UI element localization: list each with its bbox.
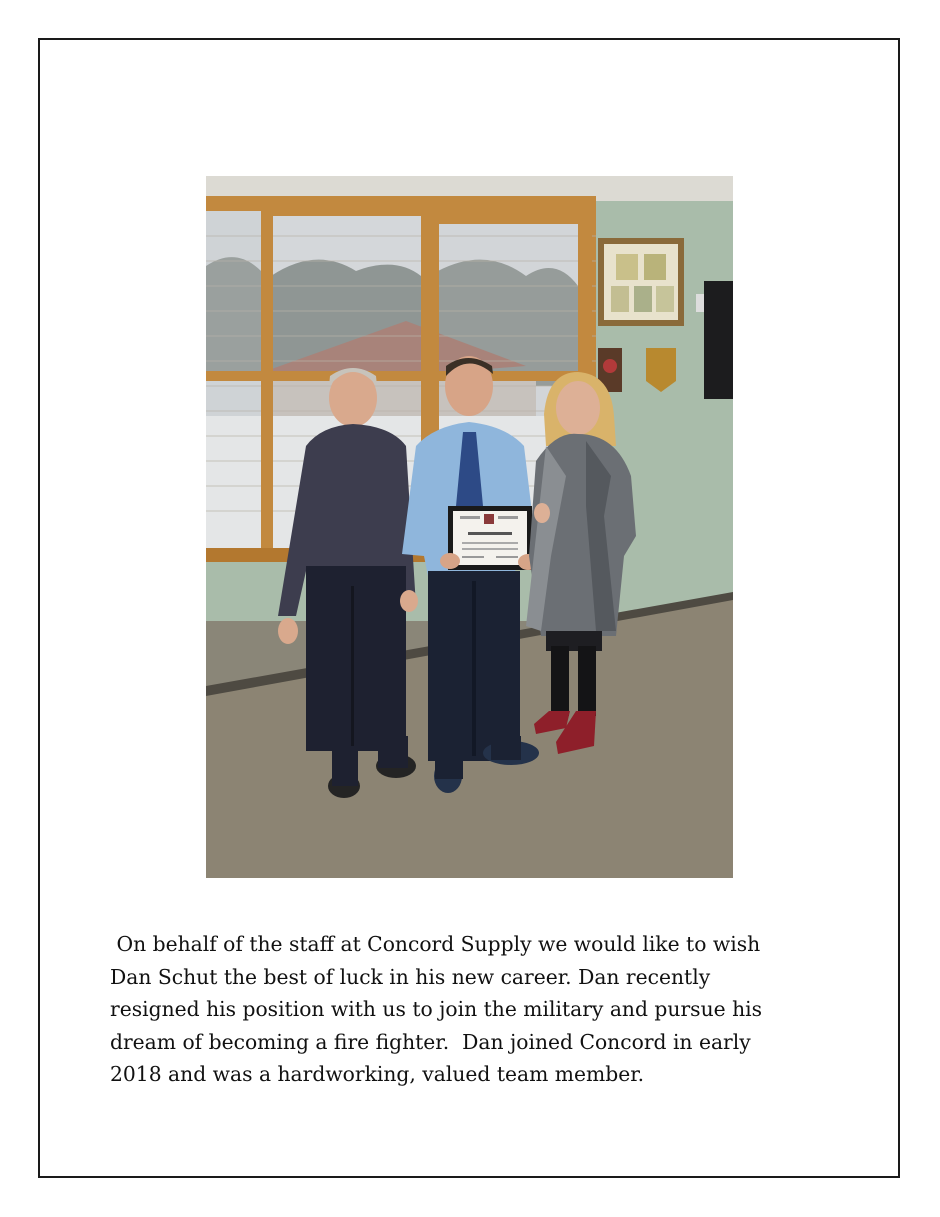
caption-line: dream of becoming a fire fighter. Dan joined Concord in early bbox=[110, 1029, 751, 1054]
caption-line: 2018 and was a hardworking, valued team member. bbox=[110, 1062, 645, 1086]
caption bbox=[110, 928, 830, 1091]
caption-line: On behalf of the staff at Concord Supply we would like to wish bbox=[110, 932, 761, 956]
caption-line: Dan Schut the best of luck in his new career. Dan recently bbox=[110, 964, 711, 989]
caption-line: resigned his position with us to join the military and pursue his bbox=[110, 997, 763, 1021]
group-photo bbox=[206, 176, 733, 878]
photo-illustration bbox=[206, 176, 733, 878]
